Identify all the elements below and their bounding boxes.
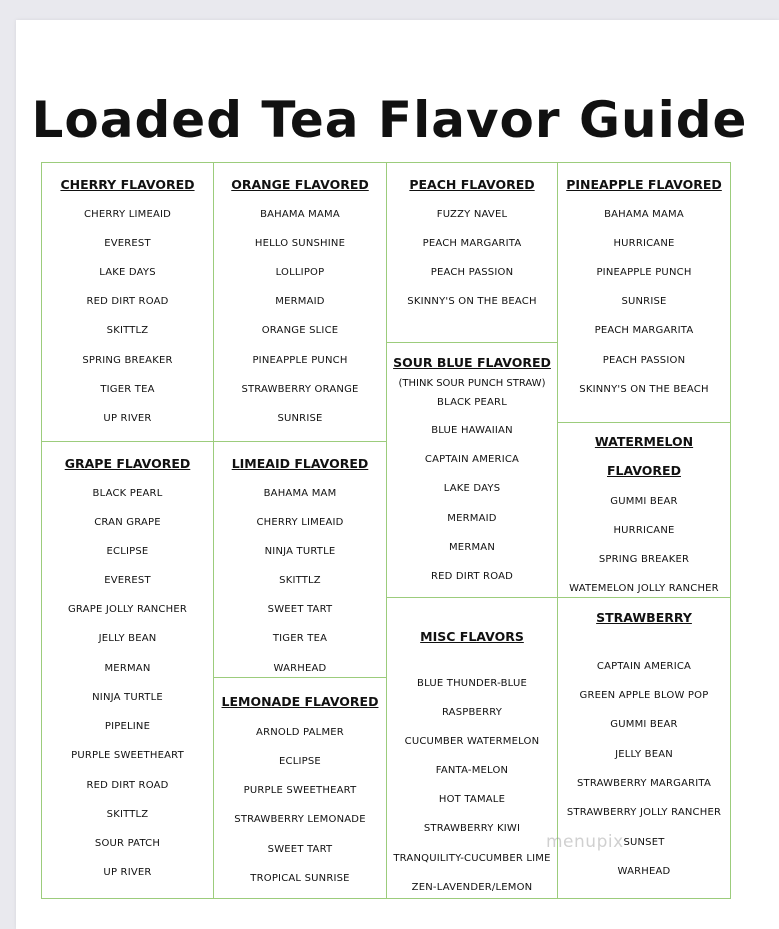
- watermark: menupix: [546, 832, 624, 852]
- list-item: NINJA TURTLE: [92, 692, 163, 703]
- list-item: EVEREST: [104, 575, 151, 586]
- list-item: TIGER TEA: [100, 384, 155, 395]
- list-item: LOLLIPOP: [275, 267, 325, 278]
- list-item: PEACH PASSION: [602, 355, 686, 366]
- list-item: MERMAID: [447, 513, 497, 524]
- list-item: FANTA-MELON: [435, 765, 509, 776]
- list-item: STRAWBERRY KIWI: [423, 823, 521, 834]
- list-item: JELLY BEAN: [98, 633, 157, 644]
- list-item: LAKE DAYS: [99, 267, 156, 278]
- list-item: CHERRY LIMEAID: [83, 209, 172, 220]
- list-item: LAKE DAYS: [443, 483, 501, 494]
- list-item: ECLIPSE: [279, 756, 321, 767]
- list-item: PIPELINE: [104, 721, 151, 732]
- list-item: HOT TAMALE: [438, 794, 506, 805]
- misc-section: [386, 597, 558, 899]
- list-item: UP RIVER: [103, 413, 152, 424]
- list-item: BLUE THUNDER-BLUE: [417, 678, 527, 689]
- list-item: RED DIRT ROAD: [86, 780, 169, 791]
- list-item: WARHEAD: [273, 663, 327, 674]
- list-item: STRAWBERRY LEMONADE: [234, 814, 366, 825]
- list-item: MERMAN: [448, 542, 496, 553]
- orange-section: [213, 162, 387, 442]
- lemonade-section: [213, 677, 387, 899]
- section-header: SOUR BLUE FLAVORED: [393, 355, 551, 370]
- list-item: SKINNY'S ON THE BEACH: [407, 296, 537, 307]
- limeaid-section: [213, 441, 387, 678]
- list-item: CUCUMBER WATERMELON: [404, 736, 540, 747]
- list-item: STRAWBERRY ORANGE: [241, 384, 359, 395]
- list-item: BLACK PEARL: [437, 397, 507, 408]
- list-item: NINJA TURTLE: [264, 546, 336, 557]
- list-item: PINEAPPLE PUNCH: [596, 267, 692, 278]
- list-item: TRANQUILITY-CUCUMBER LIME: [393, 853, 551, 864]
- section-header: CHERRY FLAVORED: [60, 177, 195, 192]
- list-item: PURPLE SWEETHEART: [71, 750, 184, 761]
- list-item: CAPTAIN AMERICA: [596, 661, 692, 672]
- watermelon-section: [557, 422, 731, 598]
- list-item: SOUR PATCH: [94, 838, 161, 849]
- section-header: MISC FLAVORS: [420, 629, 524, 644]
- section-header: LEMONADE FLAVORED: [221, 694, 379, 709]
- sour-blue-section: [386, 342, 558, 598]
- list-item: PURPLE SWEETHEART: [243, 785, 357, 796]
- list-item: SWEET TART: [267, 604, 333, 615]
- list-item: RASPBERRY: [441, 707, 503, 718]
- list-item: GREEN APPLE BLOW POP: [579, 690, 709, 701]
- list-item: PEACH MARGARITA: [594, 325, 694, 336]
- list-item: GRAPE JOLLY RANCHER: [67, 604, 187, 615]
- list-item: ZEN-LAVENDER/LEMON: [411, 882, 533, 893]
- list-item: SKINNY'S ON THE BEACH: [579, 384, 709, 395]
- grape-section: [41, 441, 214, 899]
- list-item: EVEREST: [104, 238, 151, 249]
- list-item: SKITTLZ: [106, 809, 149, 820]
- list-item: WATEMELON JOLLY RANCHER: [569, 583, 719, 594]
- section-header: PINEAPPLE FLAVORED: [566, 177, 722, 192]
- section-header: PEACH FLAVORED: [409, 177, 535, 192]
- list-item: ORANGE SLICE: [261, 325, 339, 336]
- list-item: TROPICAL SUNRISE: [250, 873, 350, 884]
- list-item: PEACH MARGARITA: [422, 238, 522, 249]
- list-item: SPRING BREAKER: [82, 355, 173, 366]
- list-item: SPRING BREAKER: [598, 554, 690, 565]
- list-item: BLACK PEARL: [92, 488, 163, 499]
- list-item: JELLY BEAN: [615, 749, 673, 760]
- list-item: MERMAID: [275, 296, 325, 307]
- section-header: LIMEAID FLAVORED: [231, 456, 369, 471]
- list-item: TIGER TEA: [272, 633, 328, 644]
- list-item: SUNSET: [623, 837, 665, 848]
- list-item: RED DIRT ROAD: [430, 571, 514, 582]
- list-item: BAHAMA MAM: [263, 488, 337, 499]
- list-item: BAHAMA MAMA: [604, 209, 684, 220]
- list-item: GUMMI BEAR: [610, 496, 678, 507]
- pineapple-section: [557, 162, 731, 423]
- list-item: WARHEAD: [617, 866, 671, 877]
- strawberry-section: [557, 597, 731, 899]
- peach-section: [386, 162, 558, 343]
- section-header: GRAPE FLAVORED: [64, 456, 191, 471]
- list-item: BAHAMA MAMA: [260, 209, 340, 220]
- list-item: UP RIVER: [103, 867, 152, 878]
- list-item: FUZZY NAVEL: [436, 209, 508, 220]
- list-item: GUMMI BEAR: [610, 719, 678, 730]
- list-item: HELLO SUNSHINE: [254, 238, 346, 249]
- list-item: SUNRISE: [277, 413, 323, 424]
- section-header: WATERMELON: [594, 434, 694, 449]
- list-item: STRAWBERRY MARGARITA: [577, 778, 711, 789]
- list-item: SUNRISE: [621, 296, 667, 307]
- list-item: BLUE HAWAIIAN: [431, 425, 513, 436]
- list-item: MERMAN: [104, 663, 151, 674]
- section-header: FLAVORED: [607, 463, 681, 478]
- page-title: Loaded Tea Flavor Guide: [31, 91, 748, 149]
- list-item: RED DIRT ROAD: [86, 296, 169, 307]
- list-item: PEACH PASSION: [430, 267, 514, 278]
- section-note: (THINK SOUR PUNCH STRAW): [398, 378, 546, 389]
- list-item: SKITTLZ: [106, 325, 149, 336]
- cherry-section: [41, 162, 214, 442]
- list-item: STRAWBERRY JOLLY RANCHER: [566, 807, 722, 818]
- list-item: CHERRY LIMEAID: [256, 517, 344, 528]
- list-item: SKITTLZ: [279, 575, 321, 586]
- list-item: HURRICANE: [613, 525, 675, 536]
- list-item: CRAN GRAPE: [94, 517, 161, 528]
- list-item: CAPTAIN AMERICA: [424, 454, 520, 465]
- section-header: ORANGE FLAVORED: [231, 177, 369, 192]
- list-item: ECLIPSE: [106, 546, 149, 557]
- list-item: SWEET TART: [267, 844, 333, 855]
- list-item: ARNOLD PALMER: [256, 727, 344, 738]
- list-item: HURRICANE: [613, 238, 675, 249]
- list-item: PINEAPPLE PUNCH: [252, 355, 348, 366]
- section-header: STRAWBERRY: [596, 610, 692, 625]
